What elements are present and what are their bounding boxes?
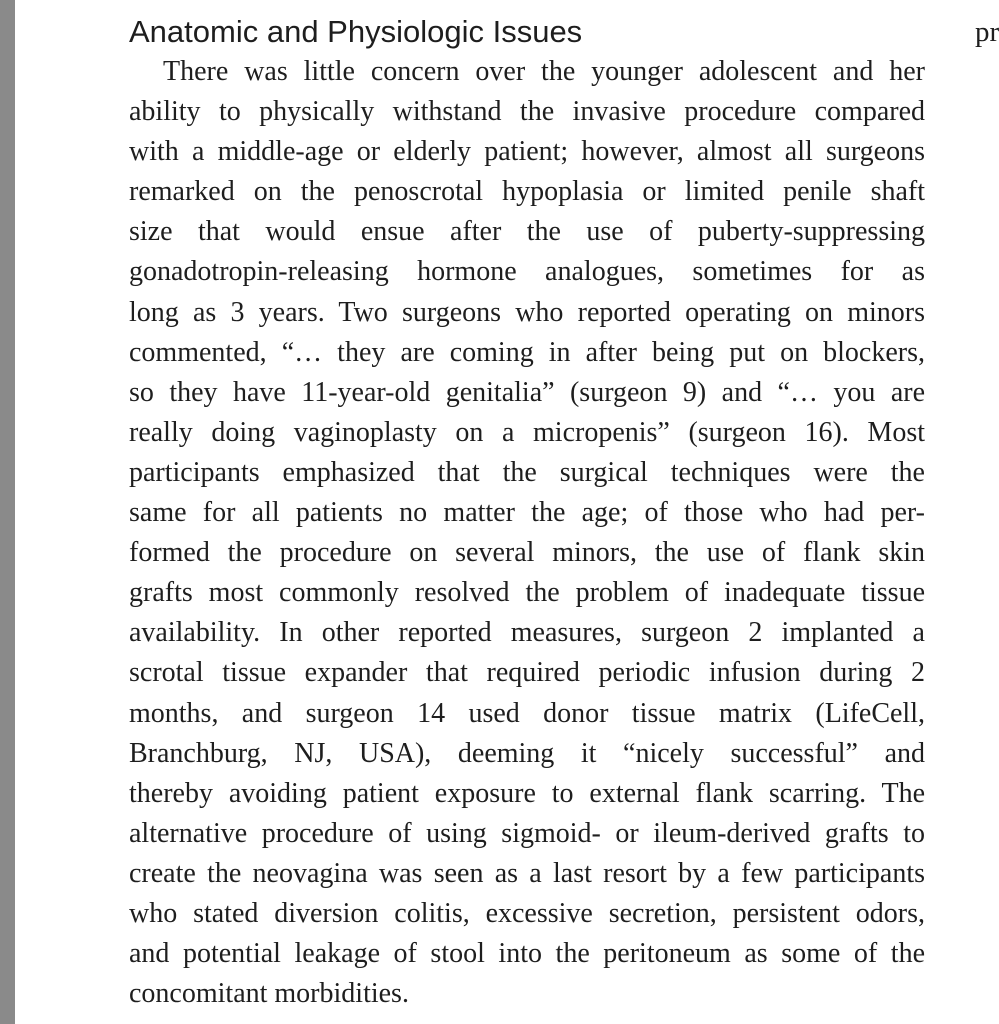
paragraph-line: availability. In other reported measures, surgeon 2 implanted a: [129, 617, 925, 649]
paragraph-line: long as 3 years. Two surgeons who reported operating on minors: [129, 296, 925, 328]
paragraph-line: really doing vaginoplasty on a micropenis” (surgeon 16). Most: [129, 416, 925, 448]
section-heading: Anatomic and Physiologic Issues: [129, 14, 583, 49]
paragraph-line: alternative procedure of using sigmoid- or ileum-derived grafts to: [129, 817, 925, 849]
next-column-fragment: pr: [975, 16, 999, 48]
paragraph-line: There was little concern over the younger adolescent and her: [163, 56, 925, 87]
paragraph-line: grafts most commonly resolved the problem of inadequate tissue: [129, 577, 925, 609]
paragraph-line: scrotal tissue expander that required periodic infusion during 2: [129, 657, 925, 689]
paragraph-line: concomitant morbidities.: [129, 978, 409, 1010]
paragraph-line: remarked on the penoscrotal hypoplasia or limited penile shaft: [129, 176, 925, 208]
paragraph-line: same for all patients no matter the age; of those who had per-: [129, 497, 925, 529]
paragraph-line: thereby avoiding patient exposure to external flank scarring. The: [129, 777, 925, 809]
paragraph-line: ability to physically withstand the invasive procedure compared: [129, 96, 925, 128]
paragraph-line: with a middle-age or elderly patient; however, almost all surgeons: [129, 136, 925, 168]
paragraph-line: formed the procedure on several minors, the use of flank skin: [129, 537, 925, 569]
paragraph-line: Branchburg, NJ, USA), deeming it “nicely successful” and: [129, 737, 925, 769]
paragraph-line: so they have 11-year-old genitalia” (surgeon 9) and “… you are: [129, 376, 925, 408]
document-page: [15, 0, 999, 1024]
paragraph-line: months, and surgeon 14 used donor tissue matrix (LifeCell,: [129, 697, 925, 729]
paragraph-line: size that would ensue after the use of puberty-suppressing: [129, 216, 925, 248]
paragraph-line: who stated diversion colitis, excessive secretion, persistent odors,: [129, 897, 925, 929]
left-margin-bar: [0, 0, 15, 1024]
paragraph-line: create the neovagina was seen as a last resort by a few participants: [129, 857, 925, 889]
body-paragraph: [129, 52, 925, 1014]
paragraph-line: participants emphasized that the surgical techniques were the: [129, 456, 925, 488]
paragraph-line: commented, “… they are coming in after being put on blockers,: [129, 336, 925, 368]
paragraph-line: gonadotropin-releasing hormone analogues, sometimes for as: [129, 256, 925, 288]
paragraph-line: and potential leakage of stool into the peritoneum as some of the: [129, 938, 925, 970]
